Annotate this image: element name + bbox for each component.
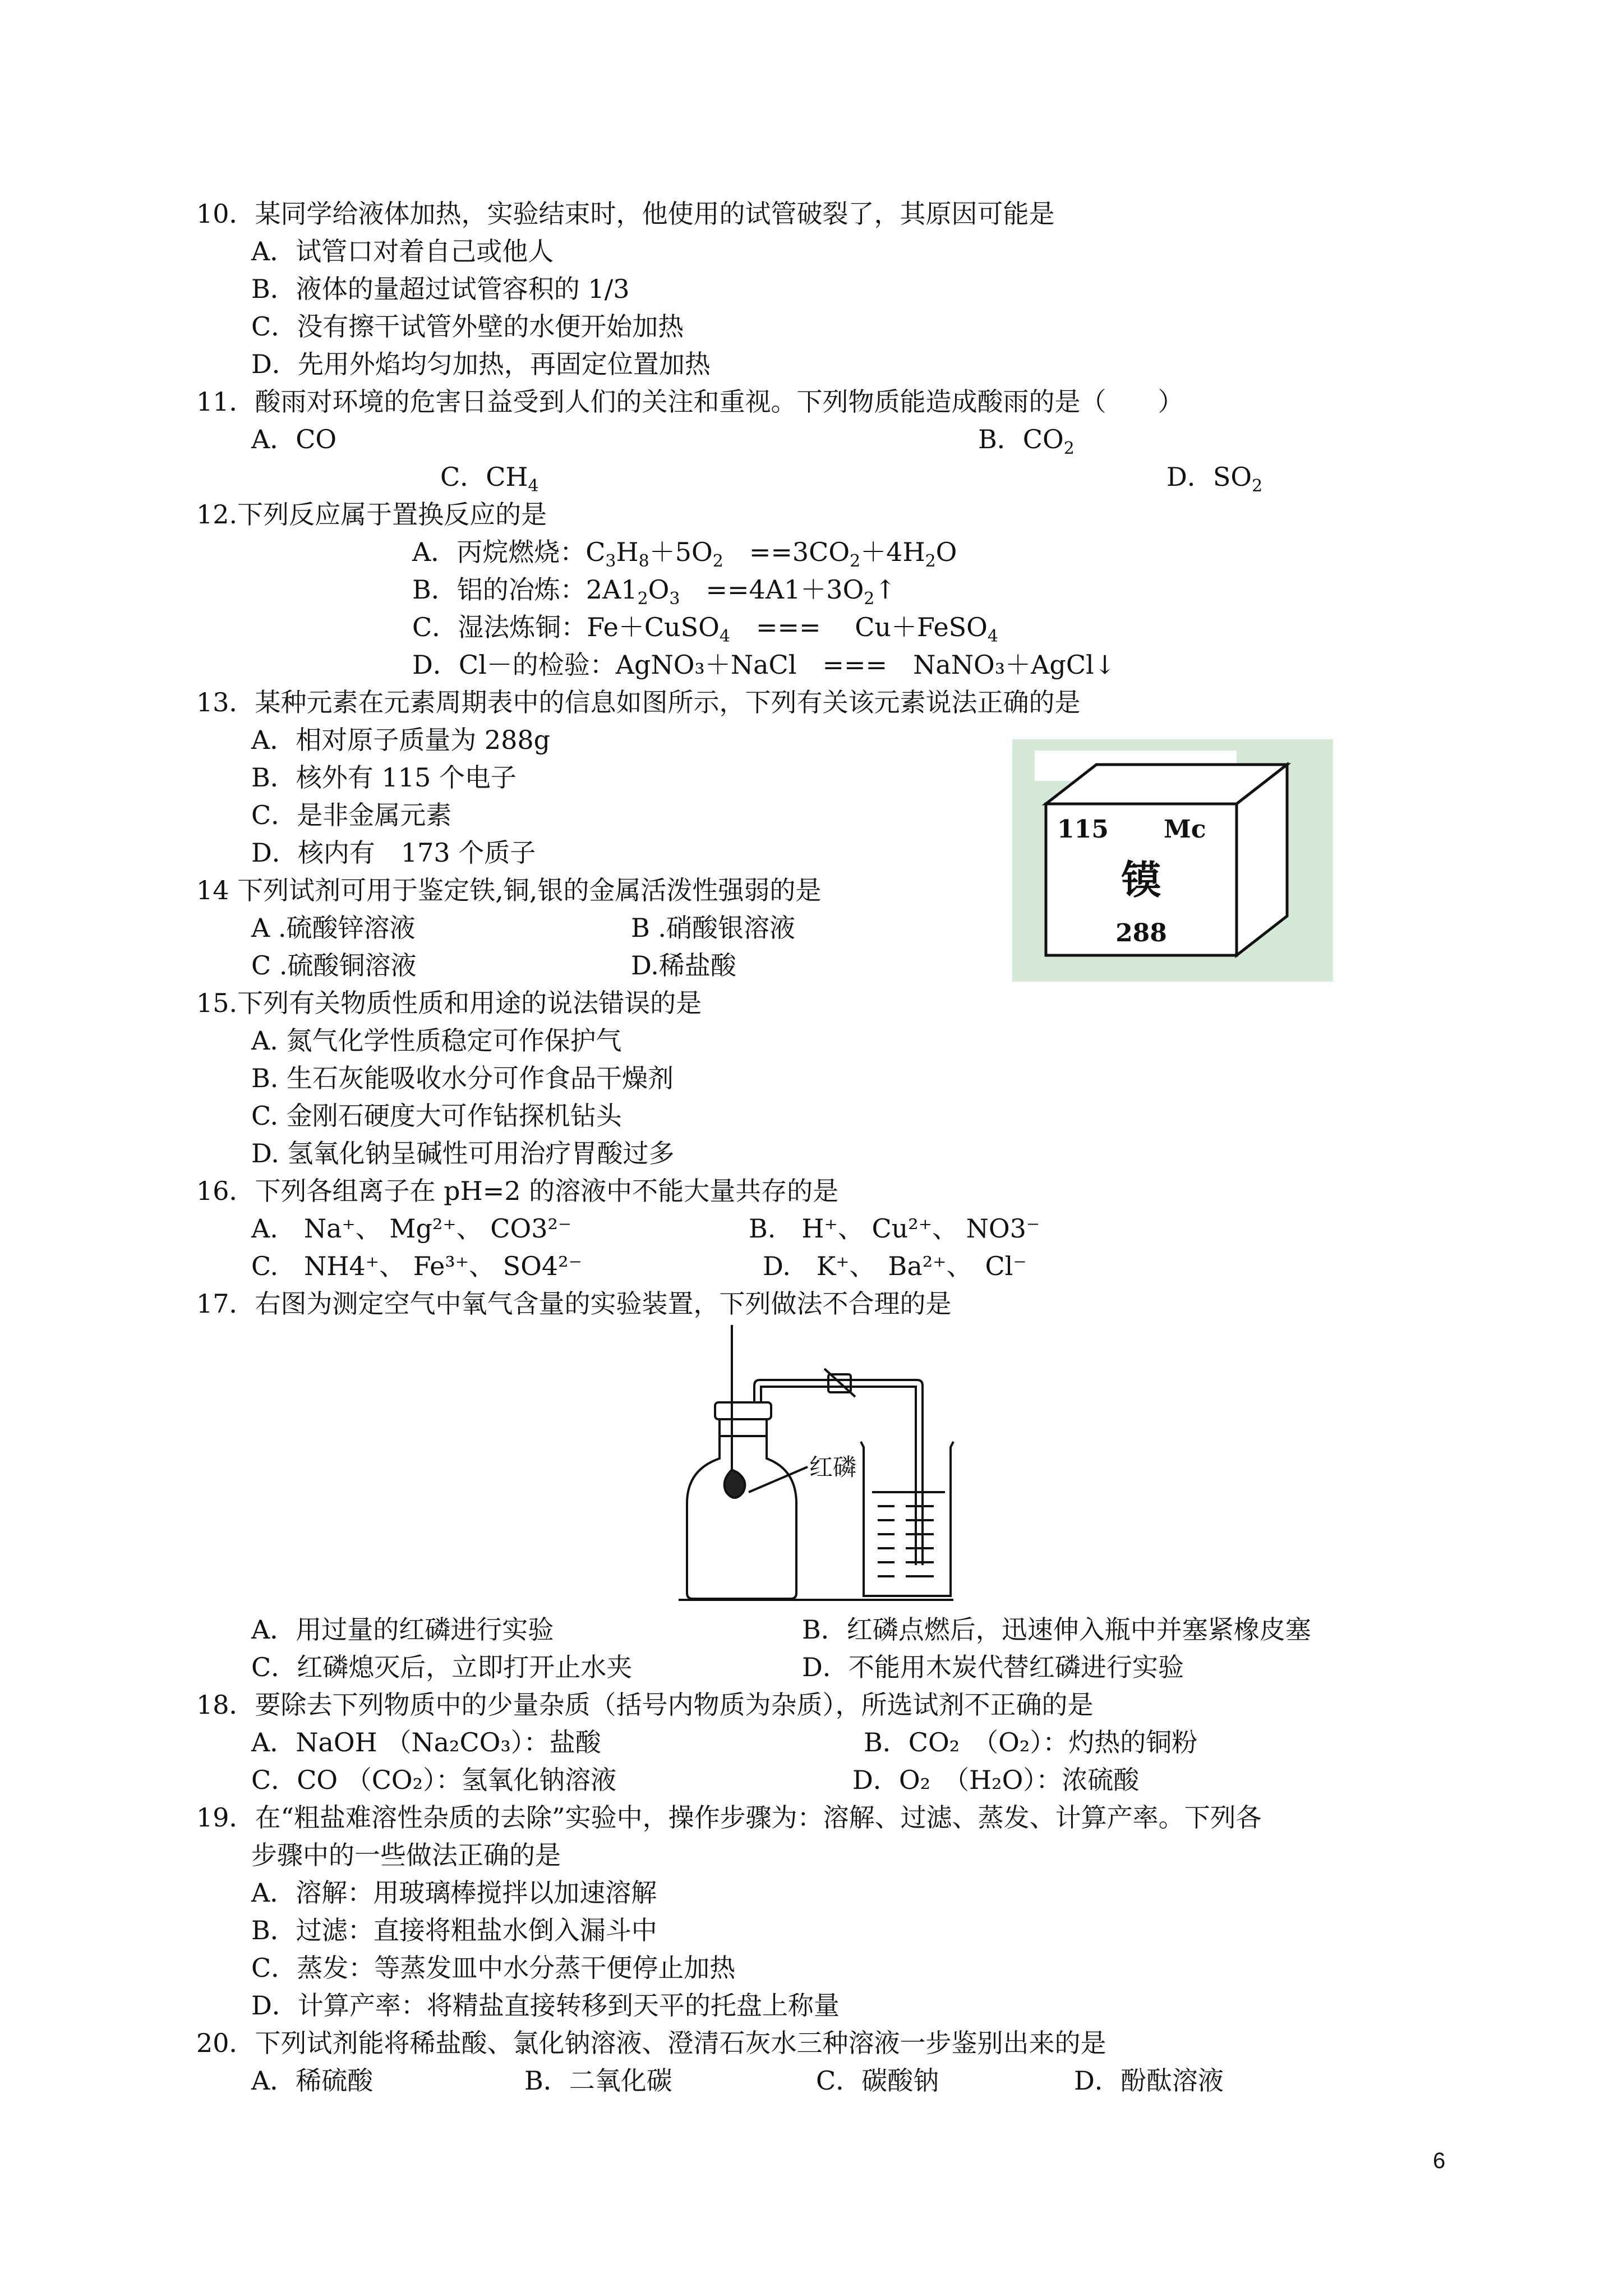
q11-option-c: C．$CH_4$	[440, 462, 539, 496]
q15-option-c: C. 金刚石硬度大可作钻探机钻头	[251, 1101, 622, 1131]
q12-stem: 12.下列反应属于置换反应的是	[196, 499, 547, 530]
q20-option-a: A．稀硫酸	[251, 2065, 374, 2096]
q12-option-a: A．丙烷燃烧：$C_3H_8+5O_2$ $==3CO_2+4H_2O$	[412, 537, 957, 571]
q13-option-c: C．是非金属元素	[251, 800, 452, 830]
q16-stem: 16．下列各组离子在 pH=2 的溶液中不能大量共存的是	[196, 1176, 839, 1206]
q18-option-d: D．O₂ （H₂O）：浓硫酸	[852, 1765, 1140, 1795]
q19-option-a: A．溶解：用玻璃棒搅拌以加速溶解	[251, 1878, 657, 1908]
q11-option-d: D．$SO_2$	[1166, 462, 1263, 496]
q10-stem: 10．某同学给液体加热，实验结束时，他使用的试管破裂了，其原因可能是	[196, 199, 1055, 229]
q13-option-b: B．核外有 115 个电子	[251, 762, 517, 793]
q10-option-d: D．先用外焰均匀加热，再固定位置加热	[251, 349, 711, 379]
q18-option-a: A．NaOH （Na₂CO₃）：盐酸	[251, 1727, 601, 1757]
q17-option-b: B．红磷点燃后，迅速伸入瓶中并塞紧橡皮塞	[802, 1614, 1311, 1645]
q17-option-d: D．不能用木炭代替红磷进行实验	[802, 1652, 1184, 1682]
q16-option-d: D. K⁺、 Ba²⁺、 Cl⁻	[763, 1251, 1027, 1281]
q15-option-a: A. 氮气化学性质稳定可作保护气	[251, 1025, 622, 1056]
q20-stem: 20．下列试剂能将稀盐酸、氯化钠溶液、澄清石灰水三种溶液一步鉴别出来的是	[196, 2028, 1106, 2058]
q20-option-d: D．酚酞溶液	[1074, 2065, 1224, 2096]
q16-option-c: C. NH4⁺、 Fe³⁺、 SO4²⁻	[251, 1251, 582, 1281]
q15-option-b: B. 生石灰能吸收水分可作食品干燥剂	[251, 1063, 674, 1093]
q18-stem: 18．要除去下列物质中的少量杂质（括号内物质为杂质），所选试剂不正确的是	[196, 1690, 1094, 1720]
q14-stem: 14 下列试剂可用于鉴定铁,铜,银的金属活泼性强弱的是	[196, 875, 822, 905]
q15-stem: 15.下列有关物质性质和用途的说法错误的是	[196, 988, 702, 1018]
q11-stem: 11．酸雨对环境的危害日益受到人们的关注和重视。下列物质能造成酸雨的是（ ）	[196, 386, 1184, 417]
q19-option-c: C．蒸发：等蒸发皿中水分蒸干便停止加热	[251, 1953, 736, 1983]
q19-stem-line1: 19．在“粗盐难溶性杂质的去除”实验中，操作步骤为：溶解、过滤、蒸发、计算产率。下列各	[196, 1802, 1262, 1833]
q16-option-b: B. H⁺、 Cu²⁺、 NO3⁻	[749, 1213, 1040, 1244]
q14-option-d: D.稀盐酸	[631, 950, 736, 981]
q17-stem: 17．右图为测定空气中氧气含量的实验装置，下列做法不合理的是	[196, 1289, 952, 1319]
q18-option-c: C．CO （CO₂）：氢氧化钠溶液	[251, 1765, 617, 1795]
element-mass: 288	[1115, 919, 1167, 947]
q14-option-b: B .硝酸银溶液	[631, 913, 796, 943]
q11-option-b: B．$CO_2$	[978, 424, 1075, 458]
q11-option-a: A．CO	[251, 424, 337, 454]
q16-option-a: A. Na⁺、 Mg²⁺、 CO3²⁻	[251, 1213, 572, 1244]
q19-option-d: D．计算产率：将精盐直接转移到天平的托盘上称量	[251, 1990, 840, 2021]
q15-option-d: D. 氢氧化钠呈碱性可用治疗胃酸过多	[251, 1138, 675, 1168]
q20-option-b: B．二氧化碳	[524, 2065, 672, 2096]
q17-option-c: C．红磷熄灭后，立即打开止水夹	[251, 1652, 633, 1682]
element-name: 镆	[1122, 857, 1161, 903]
q19-option-b: B．过滤：直接将粗盐水倒入漏斗中	[251, 1915, 657, 1945]
oxygen-apparatus-figure	[670, 1324, 962, 1604]
q10-option-a: A．试管口对着自己或他人	[251, 236, 554, 266]
q19-stem-line2: 步骤中的一些做法正确的是	[251, 1840, 561, 1870]
q18-option-b: B．CO₂ （O₂）：灼热的铜粉	[864, 1727, 1198, 1757]
red-phosphorus-label: 红磷	[809, 1453, 857, 1481]
q13-stem: 13．某种元素在元素周期表中的信息如图所示，下列有关该元素说法正确的是	[196, 687, 1081, 717]
q20-option-c: C．碳酸钠	[816, 2065, 939, 2096]
q17-option-a: A．用过量的红磷进行实验	[251, 1614, 554, 1645]
q14-option-a: A .硫酸锌溶液	[251, 913, 416, 943]
q10-option-c: C．没有擦干试管外壁的水便开始加热	[251, 311, 684, 342]
q12-option-d: D．Cl－的检验：AgNO₃＋NaCl === NaNO₃＋AgCl↓	[412, 650, 1116, 680]
q14-option-c: C .硫酸铜溶液	[251, 950, 417, 981]
element-symbol: Mc	[1164, 815, 1206, 844]
q13-option-a: A．相对原子质量为 288g	[251, 725, 551, 755]
q13-option-d: D．核内有 173 个质子	[251, 838, 536, 868]
element-atomic-number: 115	[1057, 815, 1109, 844]
page-number: 6	[1433, 2148, 1446, 2173]
q12-option-b: B．铝的冶炼：$2A1_2O_3$ $==4A1+3O_2↑$	[412, 574, 896, 609]
q12-option-c: C．湿法炼铜：Fe＋CuSO$_4$ === Cu＋FeSO$_4$	[412, 612, 998, 646]
q10-option-b: B．液体的量超过试管容积的 1/3	[251, 274, 630, 304]
element-card-figure	[1012, 739, 1333, 982]
